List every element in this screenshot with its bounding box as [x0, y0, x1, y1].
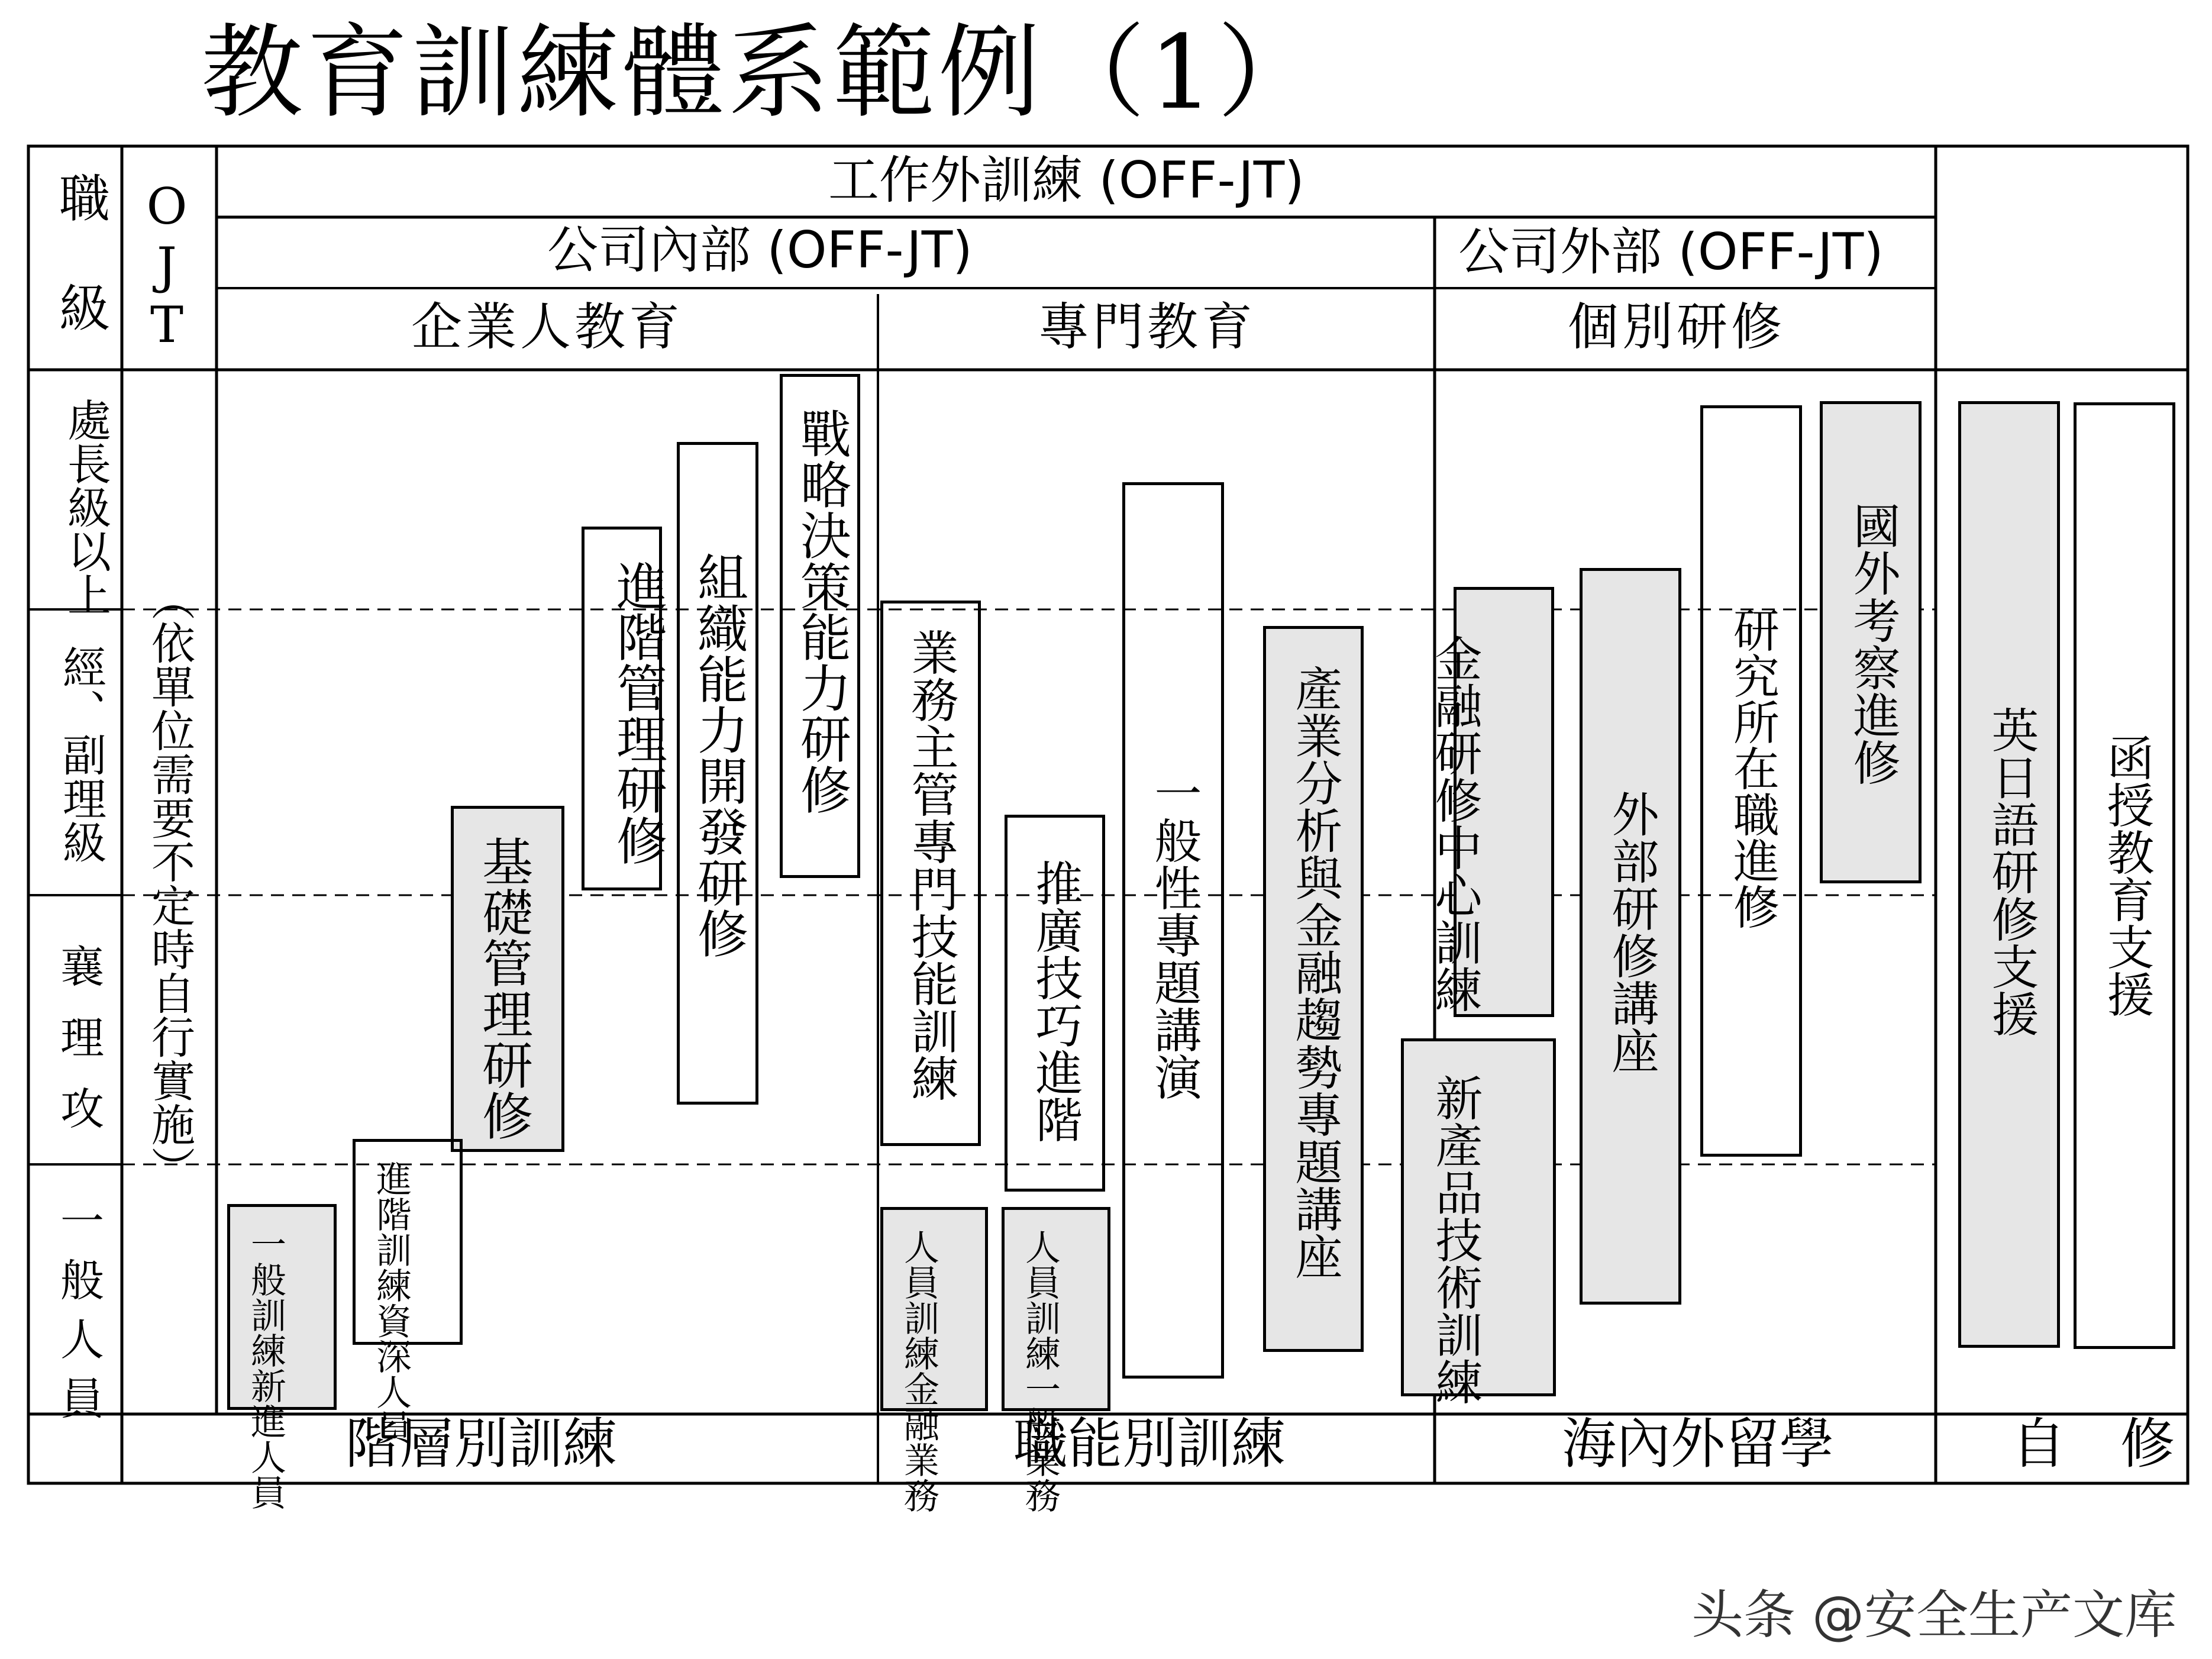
industry-analysis-label: 產業分析與金融趨勢專題講座 [1287, 664, 1342, 1280]
correspondence-support-box [2074, 402, 2175, 1349]
finance-center-box [1427, 587, 1554, 1017]
basic-mgmt-training-label: 基礎管理研修 [473, 835, 532, 1141]
correspondence-support-label: 函授教育支援 [2099, 734, 2154, 1018]
footer-study-abroad: 海內外留學 [1562, 1412, 1835, 1476]
finance-staff-training-box [880, 1207, 988, 1513]
general-business-training-box [1002, 1207, 1110, 1513]
level-general: 一般人員 [53, 1198, 104, 1435]
external-header: 公司外部 (OFF-JT) [1458, 222, 1884, 282]
general-lecture-box [1122, 482, 1224, 1379]
language-support-box [1958, 401, 2060, 1348]
level-director: 處長級以上 [60, 398, 111, 617]
footer-hierarchical: 階層別訓練 [345, 1412, 618, 1476]
footer-functional: 職能別訓練 [1013, 1412, 1286, 1476]
page-title: 教育訓練體系範例（1） [201, 13, 1323, 132]
promotion-skills-label: 推廣技巧進階 [1028, 859, 1083, 1143]
watermark: 头条 @安全生产文库 [1691, 1584, 2177, 1645]
advanced-mgmt-training-box [582, 527, 667, 890]
advanced-mgmt-training-label: 進階管理研修 [608, 560, 667, 866]
new-product-label: 新產品技術訓練 [1428, 1074, 1483, 1405]
org-ability-training-box [677, 442, 758, 1105]
general-business-training-label: 人員訓練一般業務 [1019, 1229, 1061, 1513]
overseas-visit-box [1820, 401, 1922, 883]
individual-training-header: 個別研修 [1568, 298, 1785, 357]
off-jt-header: 工作外訓練 (OFF-JT) [828, 151, 1304, 210]
promotion-skills-box [1005, 815, 1105, 1192]
general-lecture-label: 一般性專題講演 [1147, 769, 1202, 1100]
basic-mgmt-training-box [451, 806, 564, 1152]
general-staff-training-box [227, 1204, 337, 1510]
new-product-box [1401, 1038, 1556, 1405]
industry-analysis-box [1263, 626, 1364, 1352]
internal-header: 公司內部 (OFF-JT) [547, 221, 973, 280]
org-ability-training-label: 組織能力開發研修 [689, 551, 748, 958]
advanced-staff-training-box [353, 1139, 463, 1445]
advanced-staff-training-label: 進階訓練資深人員 [370, 1161, 412, 1445]
overseas-visit-label: 國外考察進修 [1845, 502, 1900, 786]
level-column-header: 職級 [50, 172, 109, 392]
finance-center-label: 金融研修中心訓練 [1427, 634, 1482, 1013]
business-supervisor-box [880, 601, 981, 1146]
external-course-box [1580, 568, 1681, 1305]
level-assistant: 襄理攻 [53, 944, 104, 1157]
level-manager: 經、副理級 [56, 645, 106, 864]
footer-self-study: 自 修 [2011, 1412, 2175, 1476]
finance-staff-training-label: 人員訓練金融業務 [898, 1229, 939, 1513]
general-staff-training-label: 一般訓練新進人員 [245, 1226, 286, 1510]
research-institute-label: 研究所在職進修 [1726, 606, 1779, 929]
enterprise-education-header: 企業人教育 [411, 298, 683, 357]
professional-education-header: 專門教育 [1038, 298, 1256, 357]
ojt-note: （依單位需要不定時自行實施） [144, 577, 195, 1190]
research-institute-box [1700, 405, 1802, 1157]
strategy-training-box [780, 374, 860, 878]
ojt-column-header: OJT [138, 177, 196, 355]
external-course-label: 外部研修講座 [1604, 790, 1659, 1074]
language-support-label: 英日語研修支援 [1984, 706, 2039, 1037]
business-supervisor-label: 業務主管專門技能訓練 [903, 628, 958, 1102]
strategy-training-label: 戰略決策能力研修 [792, 408, 851, 815]
